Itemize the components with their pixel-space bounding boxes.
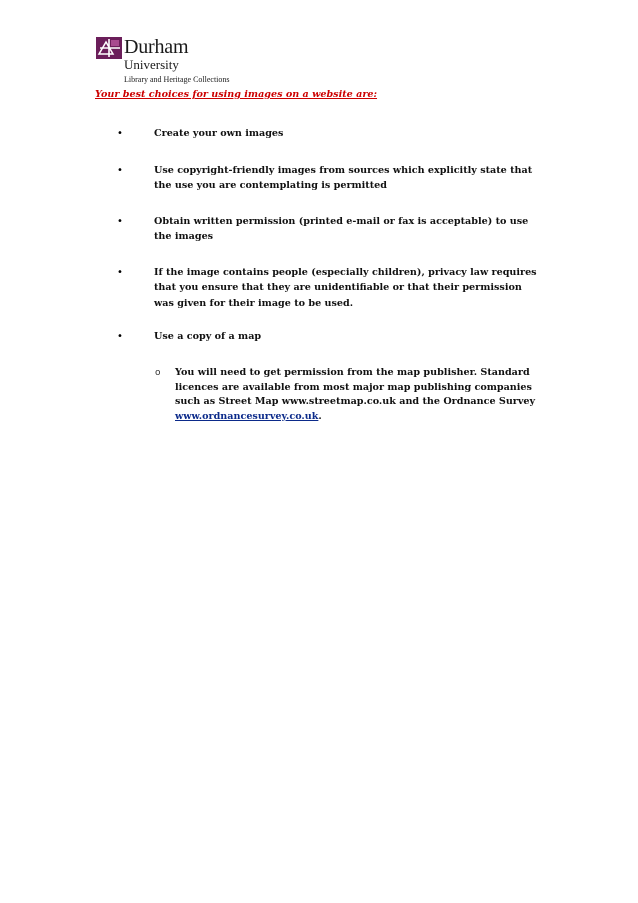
logo-subtitle: Library and Heritage Collections [124, 75, 230, 84]
durham-university-logo [96, 37, 256, 87]
sub-list-item-text [175, 366, 545, 424]
sub-item-trailing: . [318, 410, 322, 422]
bullet: • [117, 128, 123, 139]
page-heading: Your best choices for using images on a website are: [95, 89, 378, 100]
list-item-text: Create your own images [154, 128, 284, 139]
logo-wordmark: Durham [124, 36, 189, 58]
list-item-text: Use a copy of a map [154, 331, 262, 342]
bullet: • [117, 216, 123, 227]
logo-university: University [124, 57, 179, 72]
bullet: • [117, 165, 123, 176]
list-item-text: If the image contains people (especially children), privacy law requires that you ensure that they are unidentifiable or that their permission was given for their image to be used. [154, 267, 537, 309]
bullet: • [117, 331, 123, 342]
ordnance-survey-link[interactable]: www.ordnancesurvey.co.uk [175, 410, 319, 422]
list-item-text: Use copyright-friendly images from sources which explicitly state that the use you are contemplating is permitted [154, 165, 533, 192]
sub-item-body: You will need to get permission from the map publisher. Standard licences are available from most major map publishing companies such as Street Map www.streetmap.co.uk and the Ordnance Survey [175, 367, 536, 407]
list-item-text: Obtain written permission (printed e-mail or fax is acceptable) to use the images [154, 216, 529, 243]
durham-crest-icon [96, 37, 122, 59]
bullet: • [117, 267, 123, 278]
sub-bullet: o [155, 368, 161, 378]
